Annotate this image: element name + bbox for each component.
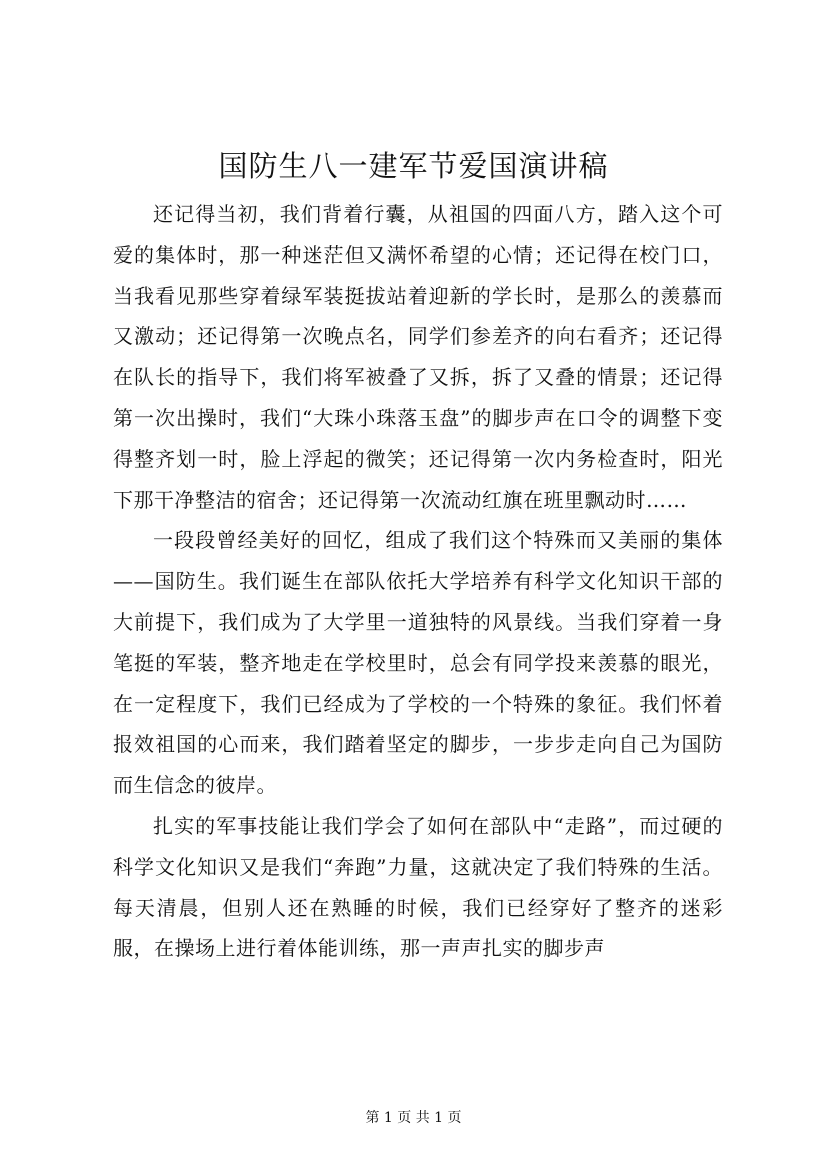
paragraph-1: 还记得当初，我们背着行囊，从祖国的四面八方，踏入这个可爱的集体时，那一种迷茫但又满怀希望的心情；还记得在校门口，当我看见那些穿着绿军装挺拔站着迎新的学长时，是那么的羡慕而又激动；还记得第一次晚点名，同学们参差齐的向右看齐；还记得在队长的指导下，我们将军被叠了又拆，拆了又叠的情景；还记得第一次出操时，我们“大珠小珠落玉盘”的脚步声在口令的调整下变得整齐划一时，脸上浮起的微笑；还记得第一次内务检查时，阳光下那干净整洁的宿舍；还记得第一次流动红旗在班里飘动时……	[113, 202, 723, 512]
document-body	[113, 194, 723, 969]
paragraph-2: 一段段曾经美好的回忆，组成了我们这个特殊而又美丽的集体——国防生。我们诞生在部队依托大学培养有科学文化知识干部的大前提下，我们成为了大学里一道独特的风景线。当我们穿着一身笔挺的军装，整齐地走在学校里时，总会有同学投来羡慕的眼光，在一定程度下，我们已经成为了学校的一个特殊的象征。我们怀着报效祖国的心而来，我们踏着坚定的脚步，一步步走向自己为国防而生信念的彼岸。	[113, 528, 723, 798]
page-number-footer: 第 1 页 共 1 页	[365, 1110, 462, 1126]
document-title: 国防生八一建军节爱国演讲稿	[218, 149, 609, 183]
paragraph-3: 扎实的军事技能让我们学会了如何在部队中“走路”，而过硬的科学文化知识又是我们“奔跑”力量，这就决定了我们特殊的生活。每天清晨，但别人还在熟睡的时候，我们已经穿好了整齐的迷彩服，在操场上进行着体能训练，那一声声扎实的脚步声	[113, 813, 723, 961]
